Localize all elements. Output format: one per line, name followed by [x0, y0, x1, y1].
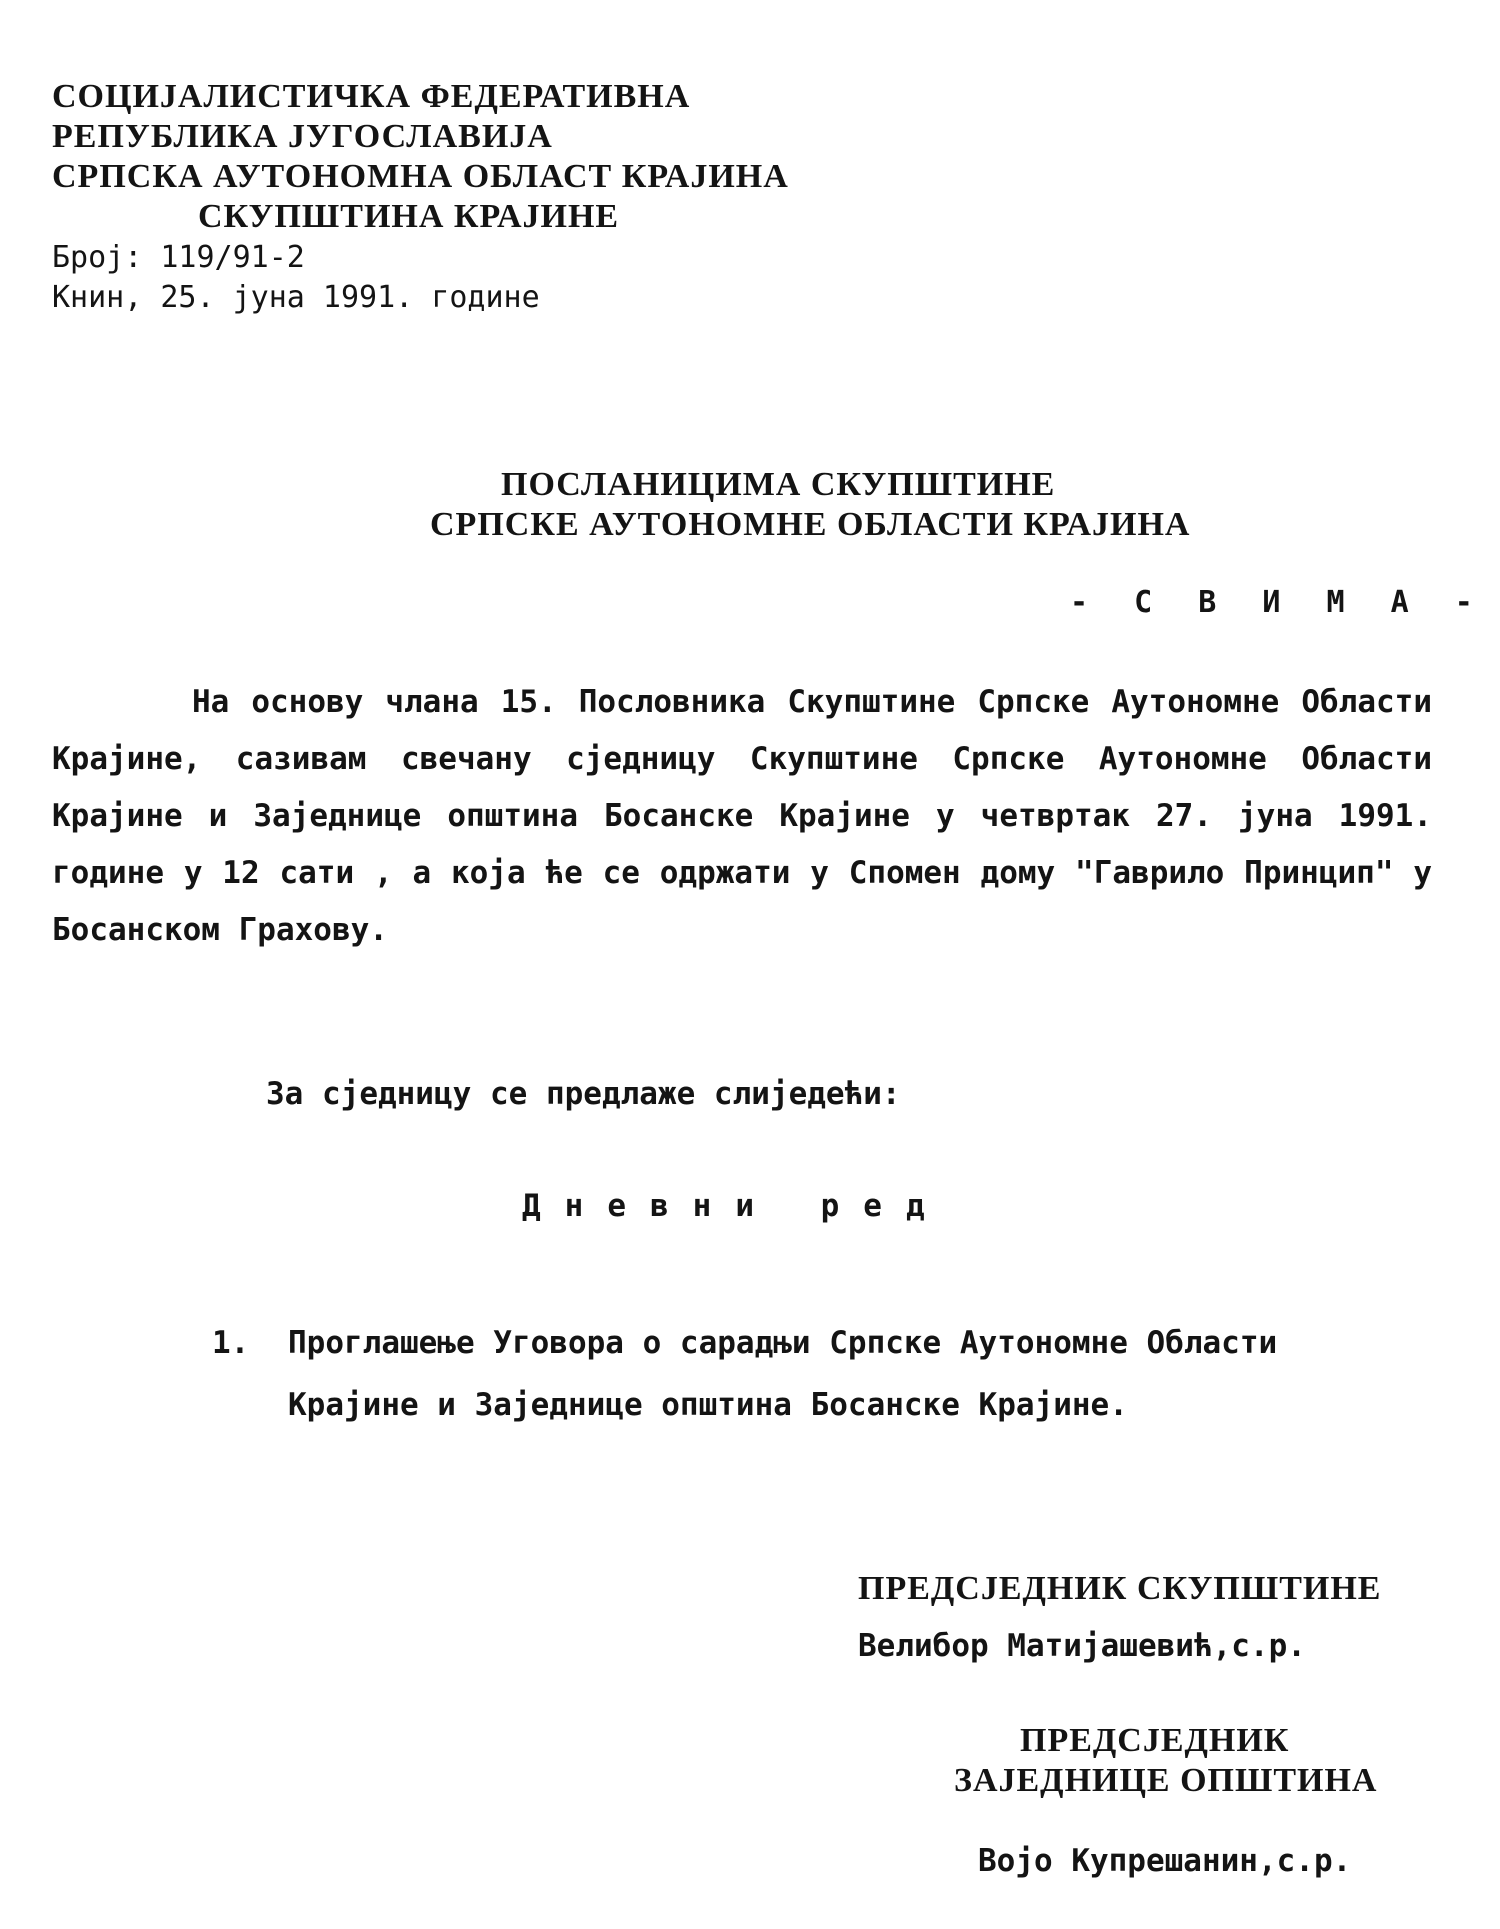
- assembly-president-title: ПРЕДСЈЕДНИК СКУПШТИНЕ: [858, 1570, 1382, 1607]
- assembly-president-name: Велибор Матијашевић,с.р.: [858, 1628, 1306, 1664]
- letterhead-line-3: СРПСКА АУТОНОМНА ОБЛАСТ КРАЈИНА: [52, 158, 789, 195]
- addressee-line-2: СРПСКЕ АУТОНОМНЕ ОБЛАСТИ КРАЈИНА: [430, 506, 1191, 543]
- letterhead-line-2: РЕПУБЛИКА ЈУГОСЛАВИЈА: [52, 118, 553, 155]
- letterhead-line-1: СОЦИЈАЛИСТИЧКА ФЕДЕРАТИВНА: [52, 78, 691, 115]
- agenda-title: Дневни ред: [522, 1188, 949, 1224]
- convocation-paragraph: На основу члана 15. Пословника Скупштине Српске Аутономне Области Крајине, сазивам свечану сједницу Скупштине Српске Аутономне Области Крајине и Заједнице општина Босанске Крајине у четвртак 27. јуна 1991. године у 12 сати , а која ће се одржати у Спомен дому "Гаврило Принцип" у Босанском Грахову.: [52, 684, 1432, 948]
- community-president-title-1: ПРЕДСЈЕДНИК: [1020, 1722, 1290, 1759]
- agenda-item-number: 1.: [212, 1325, 250, 1361]
- letterhead-line-4: СКУПШТИНА КРАЈИНЕ: [198, 198, 620, 235]
- community-president-name: Војо Купрешанин,с.р.: [978, 1843, 1352, 1879]
- document-number: Број: 119/91-2: [52, 240, 305, 275]
- place-and-date: Книн, 25. јуна 1991. године: [52, 280, 540, 315]
- addressee-line-1: ПОСЛАНИЦИМА СКУПШТИНЕ: [501, 466, 1056, 503]
- community-president-title-2: ЗАЈЕДНИЦЕ ОПШТИНА: [954, 1762, 1378, 1799]
- agenda-item-text: Проглашење Уговора о сарадњи Српске Аутономне Области Крајине и Заједнице општина Босанске Крајине.: [288, 1325, 1278, 1423]
- agenda-proposal: За сједницу се предлаже слиједећи:: [266, 1076, 901, 1112]
- to-all-label: - С В И М А -: [1070, 585, 1487, 620]
- agenda-item: [212, 1312, 1362, 1436]
